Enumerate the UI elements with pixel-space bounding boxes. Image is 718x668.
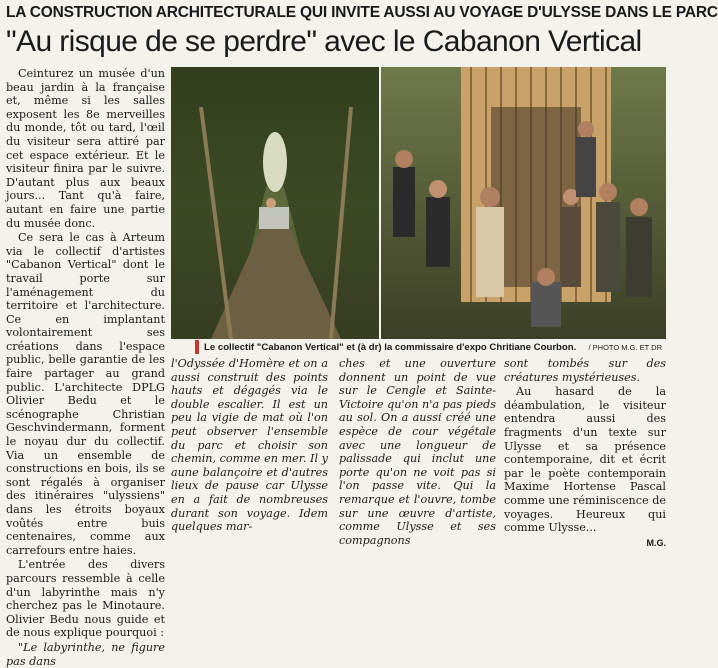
- column-1: [6, 67, 165, 668]
- column-4: [504, 357, 666, 548]
- photo-illustration: [171, 67, 666, 339]
- photo-caption: [171, 340, 666, 356]
- paragraph: Ceinturez un musée d'un beau jardin à la française et, même si les salles exposent les 8e merveilles du monde, tôt ou tard, l'œil du visiteur sera attiré par cet espace extérieur. Et le visiteur finira par le suivre. D'autant plus aux beaux jours... Tant qu'à faire, autant en faire une partie du musée donc.: [6, 67, 165, 230]
- paragraph: Ce sera le cas à Arteum via le collectif d'artistes "Cabanon Vertical" dont le travail porte sur l'aménagement du territoire et l'architecture. Ce en implantant volontairement ses créations dans l'espace public, belle garantie de les faire partager au grand public. L'architecte DPLG Olivier Bedu et le scénographe Christian Geschvindermann, forment le noyau dur du collectif. Via un ensemble de constructions en bois, ils se sont régalés à organiser des itinéraires "ulyssiens" dans les étroits boyaux voûtés entre buis centenaires, comme aux carrefours entre haies.: [6, 231, 165, 557]
- paragraph: l'Odyssée d'Homère et on a aussi construit des points hauts et dégagés via le double escalier. Il est un peu la vigie de mat où l'on peut observer l'ensemble du parc et choisir son chemin, comme en mer. Il y aune balançoire et d'autres lieux de pause car Ulysse en a fait de nombreuses durant son voyage. Idem quelques mar-: [171, 357, 328, 534]
- photo-credit: / PHOTO M.G. ET DR: [588, 343, 662, 352]
- paragraph: L'entrée des divers parcours ressemble à celle d'un labyrinthe mais n'y cherchez pas le Minotaure. Olivier Bedu nous guide et de nous explique pourquoi :: [6, 558, 165, 640]
- caption-text: Le collectif "Cabanon Vertical" et (à dr) la commissaire d'expo Chritiane Courbon.: [204, 342, 577, 353]
- author-signature: M.G.: [646, 537, 666, 548]
- headline: "Au risque de se perdre" avec le Cabanon Vertical: [6, 25, 642, 58]
- column-2: [171, 357, 328, 534]
- column-3: [339, 357, 496, 547]
- paragraph: Au hasard de la déambulation, le visiteur entendra aussi des fragments d'un texte sur Ulysse et sa présence contemporaine, dit et écrit par le poète contemporain Maxime Hortense Pascal comme une réminiscence de voyages. Heureux qui comme Ulysse...: [504, 385, 666, 535]
- kicker: LA CONSTRUCTION ARCHITECTURALE QUI INVITE AUSSI AU VOYAGE D'ULYSSE DANS LE PARC: [6, 4, 718, 21]
- paragraph: "Le labyrinthe, ne figure pas dans: [6, 640, 165, 668]
- article-photo: [171, 67, 666, 339]
- paragraph: ches et une ouverture donnent un point de vue sur le Cengle et Sainte-Victoire qu'on n'a pas pieds au sol. On a aussi créé une espèce de cour végétale avec une longueur de palissade qui inclut une porte qu'on ne voit pas si l'on passe vite. Qui la remarque et l'ouvre, tombe sur une œuvre d'artiste, comme Ulysse et ses compagnons: [339, 357, 496, 547]
- caption-marker: [195, 340, 199, 354]
- paragraph: sont tombés sur des créatures mystérieuses.: [504, 357, 666, 384]
